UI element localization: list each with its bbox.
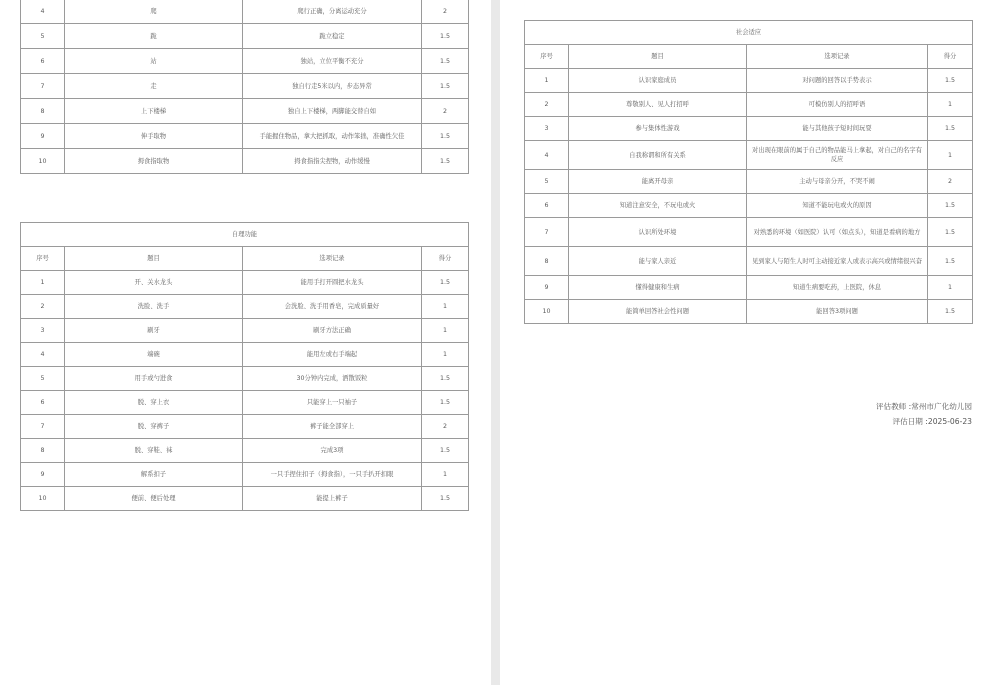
table-row <box>21 439 469 463</box>
row-item: 拇食指取物 <box>65 149 243 174</box>
row-record: 能与其他孩子短时间玩耍 <box>747 117 928 141</box>
row-score: 1 <box>928 141 973 170</box>
table-header-row <box>525 45 973 69</box>
table-row <box>21 49 469 74</box>
row-number: 1 <box>525 69 569 93</box>
row-item: 跪 <box>65 24 243 49</box>
row-number: 3 <box>21 319 65 343</box>
row-number: 4 <box>525 141 569 170</box>
row-number: 2 <box>21 295 65 319</box>
table-row <box>525 93 973 117</box>
row-item: 开、关水龙头 <box>65 271 243 295</box>
row-score: 1.5 <box>422 439 469 463</box>
table-row <box>21 271 469 295</box>
row-score: 1 <box>422 463 469 487</box>
row-record: 独自行走5米以内，步态异常 <box>243 74 422 99</box>
row-item: 懂得健康和生病 <box>569 276 747 300</box>
row-score: 1 <box>422 343 469 367</box>
table-row <box>21 124 469 149</box>
row-number: 10 <box>21 149 65 174</box>
row-item: 脱、穿裤子 <box>65 415 243 439</box>
social-table-head <box>525 21 973 69</box>
row-item: 洗脸、洗手 <box>65 295 243 319</box>
row-record: 跪立稳定 <box>243 24 422 49</box>
row-number: 10 <box>21 487 65 511</box>
evaluation-date-line: 评估日期 :2025-06-23 <box>892 417 972 426</box>
row-score: 1.5 <box>928 117 973 141</box>
row-number: 9 <box>21 124 65 149</box>
row-record: 能提上裤子 <box>243 487 422 511</box>
table-row <box>21 343 469 367</box>
row-score: 1 <box>422 319 469 343</box>
row-score: 1.5 <box>422 271 469 295</box>
table-row <box>525 300 973 324</box>
row-number: 9 <box>525 276 569 300</box>
row-score: 1.5 <box>422 24 469 49</box>
row-item: 自我称谓和所有关系 <box>569 141 747 170</box>
row-number: 5 <box>21 367 65 391</box>
row-record: 一只手捏住扣子（拇食指），一只手扒开扣眼 <box>243 463 422 487</box>
row-number: 4 <box>21 0 65 24</box>
row-score: 2 <box>422 0 469 24</box>
table-row <box>21 367 469 391</box>
evaluator-line: 评估教师 :常州市广化幼儿园 <box>875 402 972 411</box>
row-item: 便前、便后处理 <box>65 487 243 511</box>
table-row <box>21 463 469 487</box>
row-record: 完成3项 <box>243 439 422 463</box>
table-title-row <box>525 21 973 45</box>
row-score: 1.5 <box>422 487 469 511</box>
row-item: 能简单回答社会性问题 <box>569 300 747 324</box>
table-header-row <box>21 247 469 271</box>
row-item: 站 <box>65 49 243 74</box>
row-record: 刷牙方法正确 <box>243 319 422 343</box>
row-score: 1.5 <box>422 391 469 415</box>
row-record: 对问题的回答以手势表示 <box>747 69 928 93</box>
row-item: 爬 <box>65 0 243 24</box>
table-title: 自理功能 <box>21 223 469 247</box>
row-number: 7 <box>525 218 569 247</box>
row-score: 1.5 <box>422 124 469 149</box>
row-score: 1.5 <box>422 367 469 391</box>
row-score: 1.5 <box>422 74 469 99</box>
row-item: 端碗 <box>65 343 243 367</box>
row-item: 解系扣子 <box>65 463 243 487</box>
table-row <box>21 74 469 99</box>
row-item: 认识家庭成员 <box>569 69 747 93</box>
assessment-footer <box>876 399 972 429</box>
header-record: 选项记录 <box>243 247 422 271</box>
table-row <box>525 141 973 170</box>
row-record: 独站，立位平衡不充分 <box>243 49 422 74</box>
row-record: 见到家人与陌生人时可主动接近家人或表示高兴或情绪很兴奋 <box>747 247 928 276</box>
row-item: 参与集体性游戏 <box>569 117 747 141</box>
row-item: 认识所处环境 <box>569 218 747 247</box>
row-record: 拇食指指尖捏物，动作缓慢 <box>243 149 422 174</box>
table-row <box>525 247 973 276</box>
row-record: 30分钟内完成，洒散饭粒 <box>243 367 422 391</box>
row-item: 能离开母亲 <box>569 170 747 194</box>
row-record: 手能握住物品，拿大把抓取，动作笨拙，准确性欠佳 <box>243 124 422 149</box>
row-score: 1 <box>928 93 973 117</box>
row-score: 1.5 <box>928 300 973 324</box>
row-score: 1 <box>422 295 469 319</box>
row-number: 10 <box>525 300 569 324</box>
table-row <box>525 117 973 141</box>
row-record: 能回答3项问题 <box>747 300 928 324</box>
row-number: 9 <box>21 463 65 487</box>
row-record: 知道生病要吃药，上医院，休息 <box>747 276 928 300</box>
table-row <box>525 170 973 194</box>
row-number: 6 <box>21 49 65 74</box>
row-score: 1.5 <box>928 194 973 218</box>
social-table-body <box>525 69 973 324</box>
self-care-table <box>20 222 469 511</box>
row-number: 5 <box>525 170 569 194</box>
motor-table-body <box>21 0 469 174</box>
row-score: 1 <box>928 276 973 300</box>
row-item: 刷牙 <box>65 319 243 343</box>
row-record: 只能穿上一只袖子 <box>243 391 422 415</box>
row-item: 走 <box>65 74 243 99</box>
table-row <box>21 487 469 511</box>
row-number: 1 <box>21 271 65 295</box>
table-row <box>21 319 469 343</box>
row-number: 8 <box>21 99 65 124</box>
row-number: 5 <box>21 24 65 49</box>
table-title: 社会适应 <box>525 21 973 45</box>
row-score: 1.5 <box>422 49 469 74</box>
row-score: 1.5 <box>422 149 469 174</box>
row-number: 3 <box>525 117 569 141</box>
row-score: 1.5 <box>928 218 973 247</box>
table-row <box>21 295 469 319</box>
row-item: 脱、穿鞋、袜 <box>65 439 243 463</box>
row-record: 爬行正确，分离运动充分 <box>243 0 422 24</box>
row-record: 裤子能全部穿上 <box>243 415 422 439</box>
header-item: 题目 <box>65 247 243 271</box>
table-row <box>21 415 469 439</box>
self-care-table-body <box>21 271 469 511</box>
table-title-row <box>21 223 469 247</box>
row-item: 能与家人亲近 <box>569 247 747 276</box>
header-score: 得分 <box>928 45 973 69</box>
table-row <box>21 0 469 24</box>
row-item: 脱、穿上衣 <box>65 391 243 415</box>
table-row <box>525 218 973 247</box>
header-number: 序号 <box>525 45 569 69</box>
table-row <box>525 276 973 300</box>
row-number: 4 <box>21 343 65 367</box>
row-record: 可模仿别人的招呼语 <box>747 93 928 117</box>
self-care-table-head <box>21 223 469 271</box>
row-item: 知道注意安全，不玩电或火 <box>569 194 747 218</box>
header-item: 题目 <box>569 45 747 69</box>
row-number: 7 <box>21 74 65 99</box>
header-record: 选项记录 <box>747 45 928 69</box>
header-score: 得分 <box>422 247 469 271</box>
social-adaptation-table <box>524 20 973 324</box>
row-number: 6 <box>525 194 569 218</box>
row-number: 6 <box>21 391 65 415</box>
table-row <box>525 69 973 93</box>
table-row <box>21 99 469 124</box>
table-row <box>21 149 469 174</box>
row-score: 2 <box>422 99 469 124</box>
row-score: 1.5 <box>928 69 973 93</box>
row-item: 上下楼梯 <box>65 99 243 124</box>
table-row <box>525 194 973 218</box>
row-score: 2 <box>422 415 469 439</box>
row-item: 尊敬别人、见人打招呼 <box>569 93 747 117</box>
document-page-right <box>500 0 995 685</box>
table-row <box>21 391 469 415</box>
motor-skills-table <box>20 0 469 174</box>
row-number: 2 <box>525 93 569 117</box>
row-record: 会洗脸、洗手用香皂，完成质量好 <box>243 295 422 319</box>
row-score: 2 <box>928 170 973 194</box>
row-number: 7 <box>21 415 65 439</box>
row-number: 8 <box>21 439 65 463</box>
row-record: 知道不能玩电或火的原因 <box>747 194 928 218</box>
row-record: 主动与母亲分开，不哭不闹 <box>747 170 928 194</box>
row-number: 8 <box>525 247 569 276</box>
row-record: 对出现在眼前的属于自己的物品能马上拿起，对自己的名字有反应 <box>747 141 928 170</box>
row-score: 1.5 <box>928 247 973 276</box>
row-record: 对熟悉的环境（如医院）认可（如点头），知道是看病的地方 <box>747 218 928 247</box>
row-record: 独自上下楼梯，两脚能交替自如 <box>243 99 422 124</box>
row-item: 伸手取物 <box>65 124 243 149</box>
row-item: 用手或勺进食 <box>65 367 243 391</box>
row-record: 能用手打开圆把水龙头 <box>243 271 422 295</box>
table-row <box>21 24 469 49</box>
row-record: 能用左或右手端起 <box>243 343 422 367</box>
document-page-left <box>0 0 491 685</box>
header-number: 序号 <box>21 247 65 271</box>
